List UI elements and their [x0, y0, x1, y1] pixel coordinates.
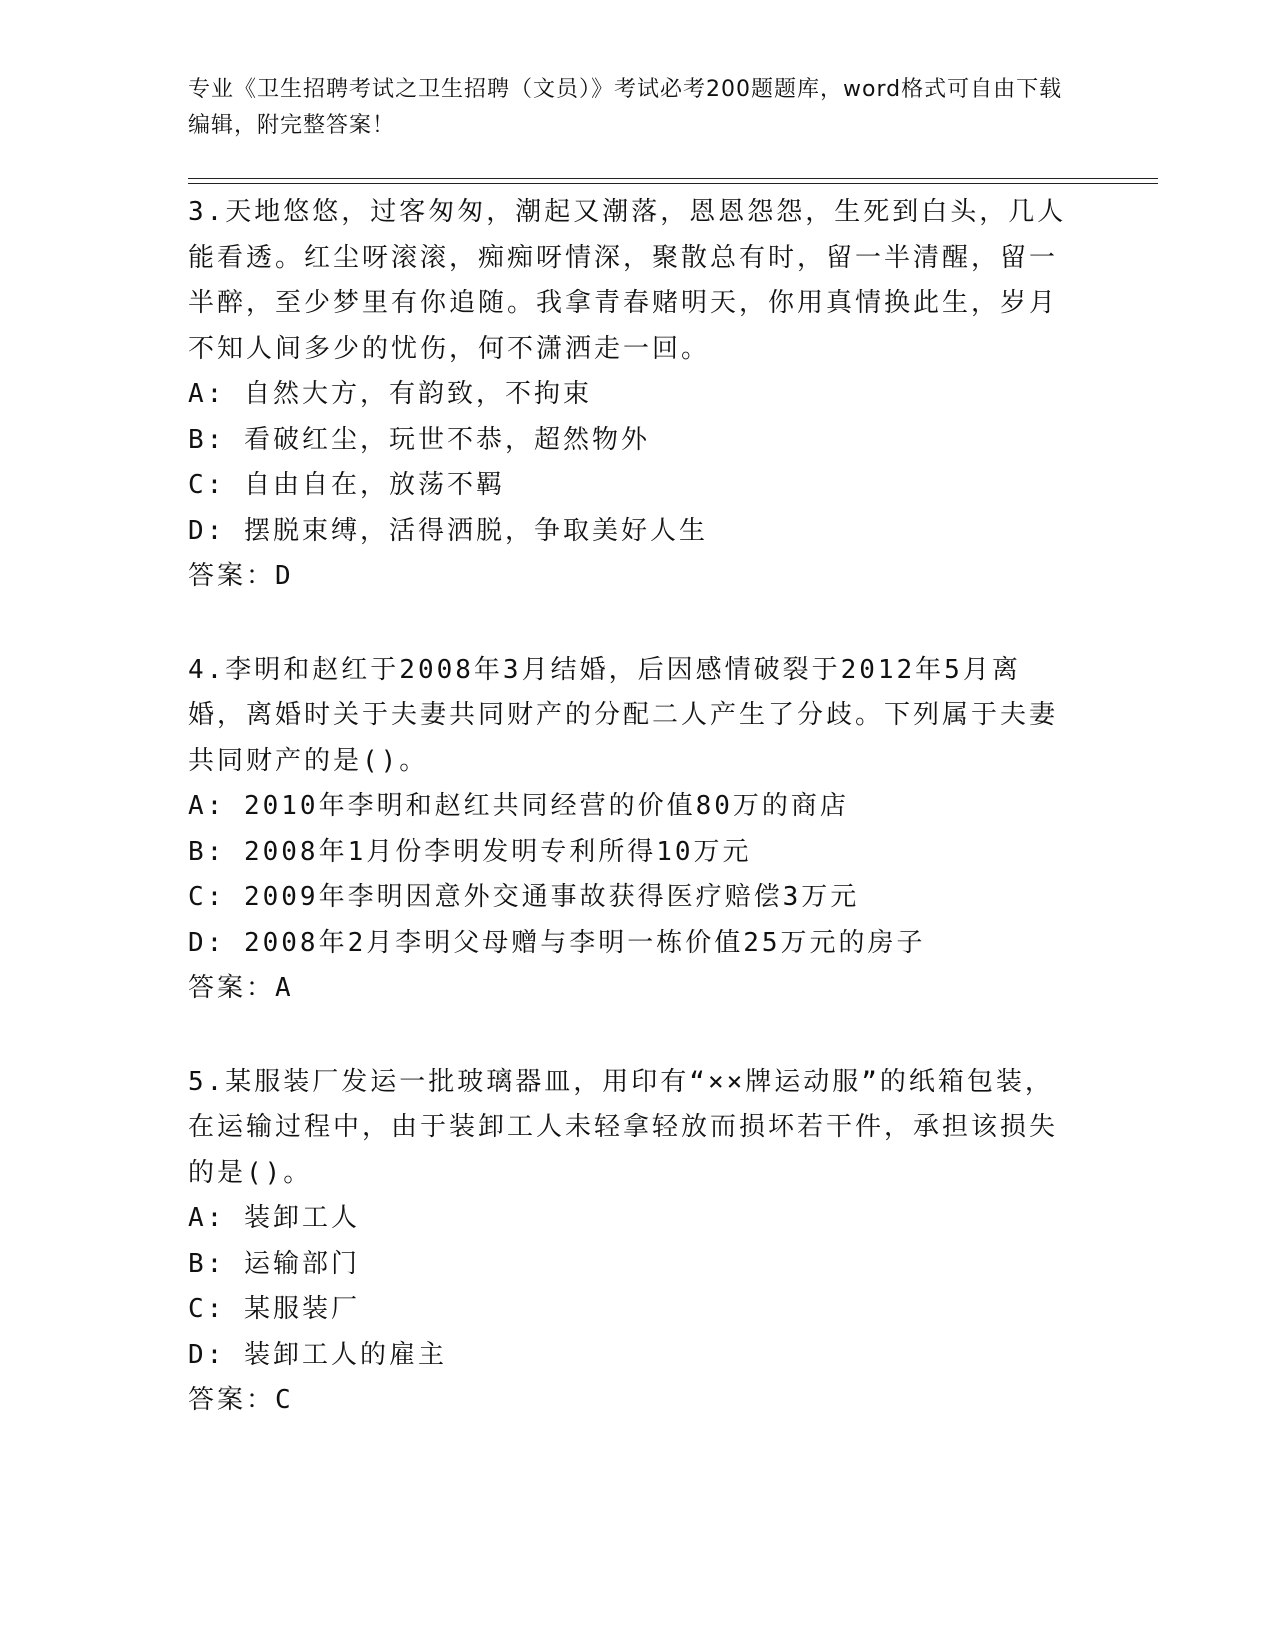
header-rule-top [188, 178, 1158, 179]
answer-label: 答案： [188, 1385, 276, 1415]
question-3 [188, 190, 1068, 600]
option-d: D: 2008年2月李明父母赠与李明一栋价值25万元的房子 [188, 927, 926, 958]
question-4 [188, 648, 1068, 1012]
document-header: 专业《卫生招聘考试之卫生招聘（文员）》考试必考200题题库，word格式可自由下载编辑，附完整答案！ [188, 77, 1063, 138]
option-a: A: 装卸工人 [188, 1203, 360, 1233]
answer-value: A [275, 973, 294, 1003]
answer-value: D [275, 561, 294, 591]
answer-label: 答案： [188, 973, 276, 1003]
option-a: A: 自然大方，有韵致，不拘束 [188, 379, 592, 409]
header-rule-bottom [188, 183, 1158, 184]
option-b: B: 看破红尘，玩世不恭，超然物外 [188, 424, 650, 455]
question-list [188, 190, 1068, 1472]
question-5 [188, 1060, 1068, 1424]
answer-value: C [275, 1385, 294, 1415]
answer-line [188, 966, 1068, 1012]
answer-line [188, 554, 1068, 600]
question-stem: 4.李明和赵红于2008年3月结婚，后因感情破裂于2012年5月离婚，离婚时关于夫妻共同财产的分配二人产生了分歧。下列属于夫妻共同财产的是()。 [188, 654, 1059, 776]
option-d: D: 摆脱束缚，活得洒脱，争取美好人生 [188, 515, 708, 546]
answer-label: 答案： [188, 561, 276, 591]
answer-line [188, 1378, 1068, 1424]
option-c: C: 某服装厂 [188, 1294, 360, 1324]
option-c: C: 自由自在，放荡不羁 [188, 470, 505, 500]
option-a: A: 2010年李明和赵红共同经营的价值80万的商店 [188, 791, 849, 821]
option-d: D: 装卸工人的雇主 [188, 1339, 447, 1370]
question-stem: 5.某服装厂发运一批玻璃器皿，用印有“××牌运动服”的纸箱包装，在运输过程中，由于装卸工人未轻拿轻放而损坏若干件，承担该损失的是()。 [188, 1066, 1059, 1188]
question-stem: 3.天地悠悠，过客匆匆，潮起又潮落，恩恩怨怨，生死到白头，几人能看透。红尘呀滚滚，痴痴呀情深，聚散总有时，留一半清醒，留一半醉，至少梦里有你追随。我拿青春赌明天，你用真情换此生，岁月不知人间多少的忧伤，何不潇洒走一回。 [188, 197, 1067, 364]
option-b: B: 运输部门 [188, 1248, 360, 1279]
option-c: C: 2009年李明因意外交通事故获得医疗赔偿3万元 [188, 882, 860, 912]
option-b: B: 2008年1月份李明发明专利所得10万元 [188, 836, 752, 867]
